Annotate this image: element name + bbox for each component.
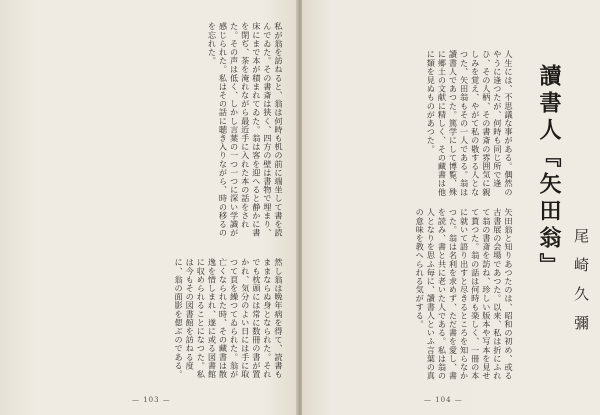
right-page-number: — 104 — (424, 396, 463, 404)
right-page-body-upper: 人生には、不思議な事がある。偶然のやうに逢つたが、何時も同じ所で逢ひ、その人柄、その書斎の雰囲気に親しみを覚え、やがて私の敬する人となつた、矢田翁もその一人である。翁は讀書人であつた。篤学にして博覧、殊に郷土の文献に精しく、その藏書は他に類を見ぬものがあつた。 (426, 50, 514, 197)
left-page-body-upper: 私が翁を訪ねると、翁は何時も机の前に端坐して書を読んでゐた。その書斎は狭く、四方の壁は書物で埋まり、床にまで本が積まれてゐた。翁は客を迎へると静かに書を閉ぢ、茶を淹れながら最近手に入れた本の話をされた。その声は低く、しかし言葉の一つ一つに深い学識が感じられた。私はその話に聴き入りながら、時の移るのを忘れた。 (207, 22, 284, 237)
left-page (0, 0, 298, 415)
right-page-body-lower: 矢田翁と知りあつたのは、昭和の初め、或る古書展の会場であつた。以来、私は折にふれて翁の書斎を訪ね、珍しい版本や写本を見せて貰つた。翁の話は何時も楽しく、一冊の本に就いて語り出すと尽きるところを知らなかつた。翁は名利を求めず、ただ書を愛し、書を読み、書と共に老いた人である。私は翁の人となりを思ふ毎に、讀書人といふ言葉の真の意味を教へられる気がする。 (415, 208, 514, 380)
left-page-body-lower: 然し翁は晩年病を得て、読書もままならぬ身となられた。それでも枕頭には常に数冊の書が置かれ、気分のよい日には手に取つて頁を繰つてゐられた。翁が亡くなられた時、その藏書は散逸を惜しまれ、遂に或る図書館に収められることになつた。私は今もその図書館を訪ねる度に、翁の面影を偲ぶのである。 (174, 258, 284, 379)
left-page-number: — 103 — (132, 396, 171, 404)
right-page (302, 0, 600, 415)
article-title: 讀書人『矢田翁』 (536, 64, 562, 280)
article-author: 尾崎久彌 (572, 228, 590, 344)
